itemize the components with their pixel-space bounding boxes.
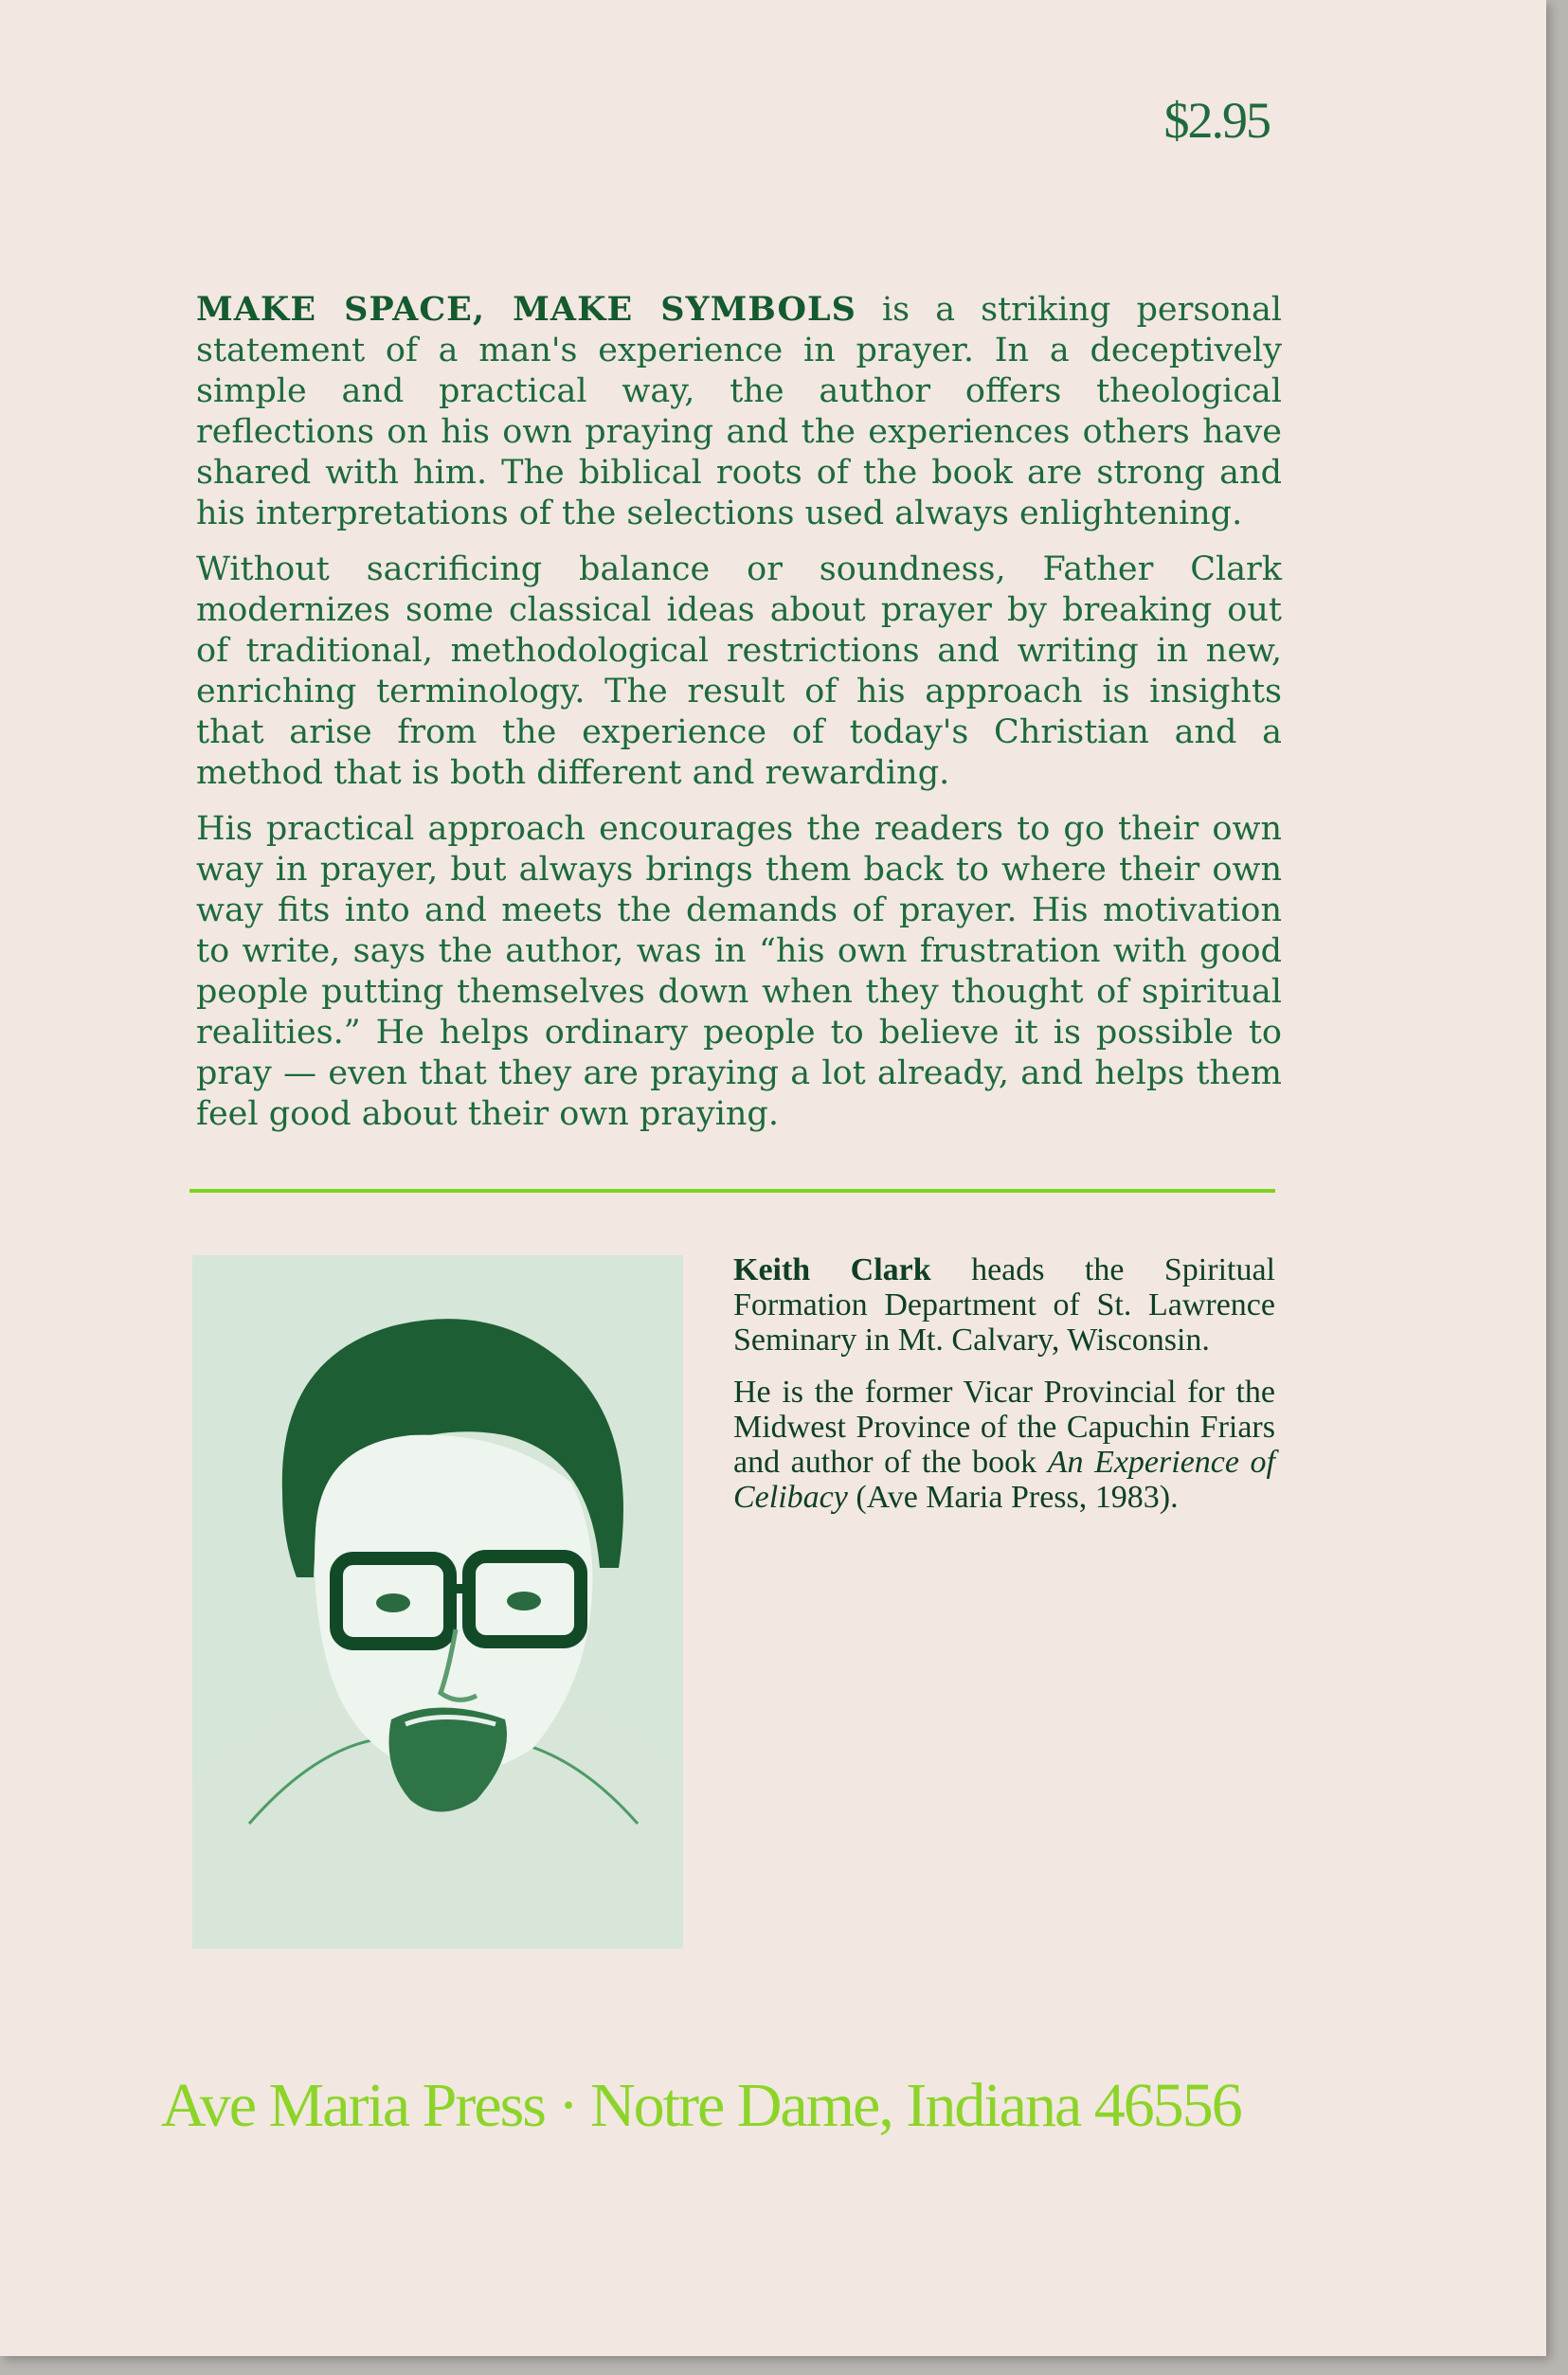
previous-book-title: An Experience of Celibacy [733,1445,1275,1515]
description-paragraph-1-text: is a striking personal statement of a man's experience in prayer. In a deceptively simple and practical way, the author offers theological reflections on his own praying and the experiences others have shared with him. The biblical roots of the book are strong and his interpretations of the selections used always enlightening. [196,291,1283,532]
book-title: MAKE SPACE, MAKE SYMBOLS [196,290,856,329]
publisher-separator: · [558,2071,577,2140]
book-description [196,289,1282,1150]
author-portrait-image [192,1255,683,1949]
publisher-location: Notre Dame, Indiana 46556 [589,2071,1241,2140]
description-paragraph-2: Without sacrificing balance or soundness, Father Clark modernizes some classical ideas about prayer by breaking out of traditional, methodological restrictions and writing in new, enriching terminology. The result of his approach is insights that arise from the experience of today's Christian and a method that is both different and rewarding. [196,550,1282,792]
bio-paragraph-1 [733,1252,1275,1358]
author-photo [192,1255,683,1949]
description-paragraph-1 [196,289,1282,534]
section-divider [189,1189,1275,1193]
bio-paragraph-2 [733,1375,1275,1515]
author-name: Keith Clark [733,1252,931,1287]
bio-paragraph-2-text-a: He is the former Vicar Provincial for the Midwest Province of the Capuchin Friars and author of the book [733,1375,1275,1480]
bio-paragraph-2-text-b: (Ave Maria Press, 1983). [847,1480,1179,1515]
author-bio [733,1252,1275,1532]
bio-paragraph-1-text: heads the Spiritual Formation Department of St. Lawrence Seminary in Mt. Calvary, Wisconsin. [733,1252,1276,1358]
description-paragraph-3: His practical approach encourages the readers to go their own way in prayer, but always brings them back to where their own way fits into and meets the demands of prayer. His motivation to write, says the author, was in “his own frustration with good people putting themselves down when they thought of spiritual realities.” He helps ordinary people to believe it is possible to pray — even that they are praying a lot already, and helps them feel good about their own praying. [196,810,1282,1133]
price-tag: $2.95 [1163,92,1270,149]
publisher-line [161,2070,1336,2142]
publisher-name: Ave Maria Press [161,2071,545,2140]
